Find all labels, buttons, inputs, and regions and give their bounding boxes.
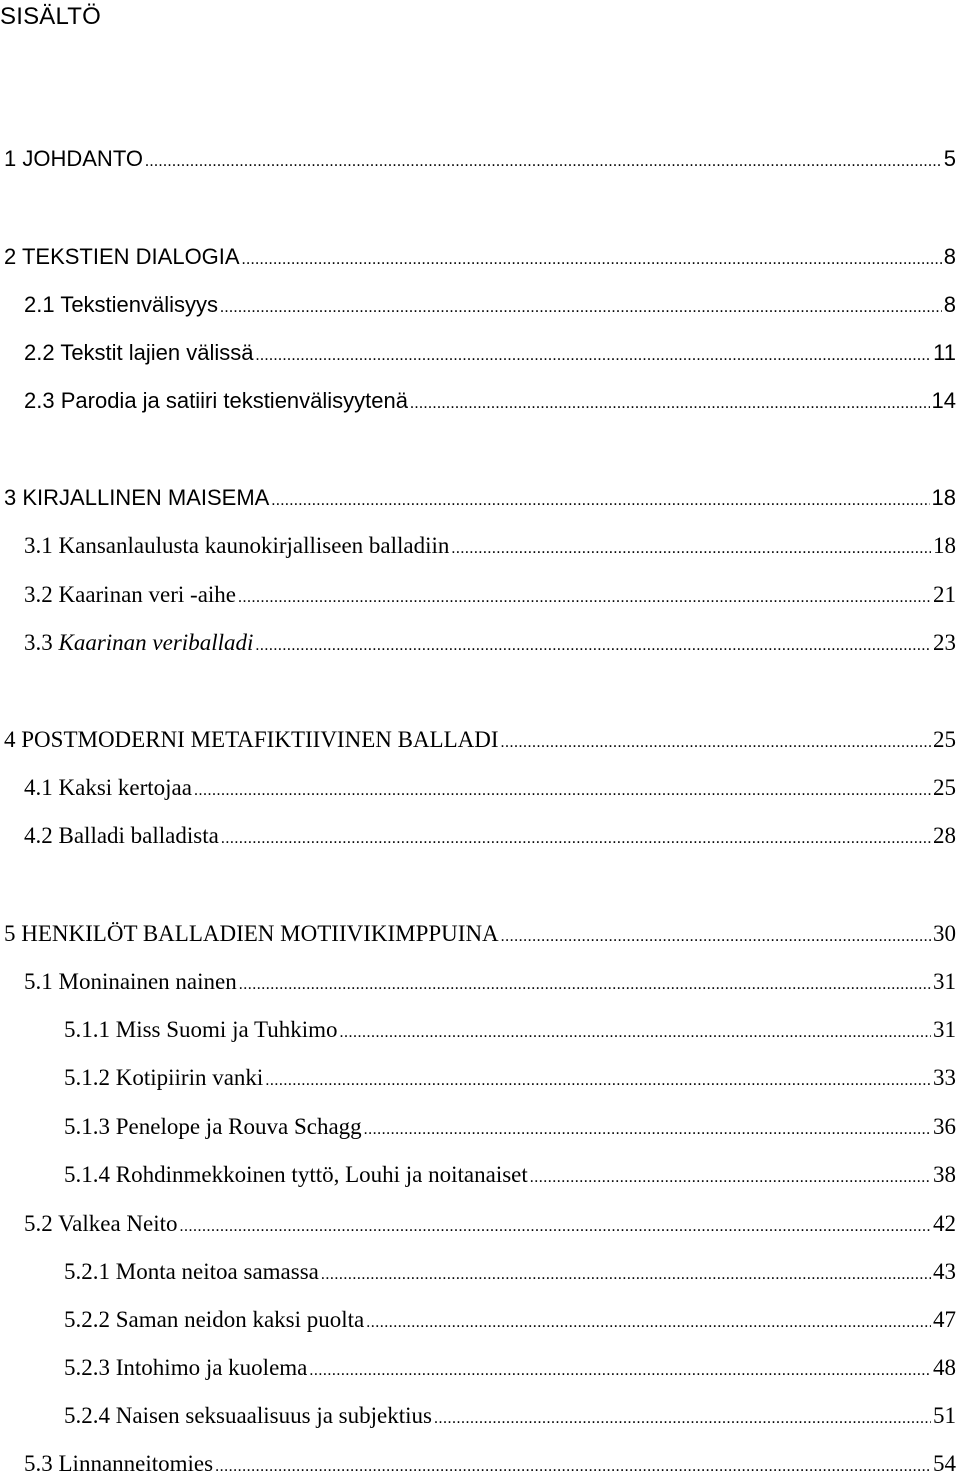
toc-entry-title: Kaarinan veri -aihe [58,582,237,607]
toc-entry-number: 3 [4,485,17,510]
toc-entry-title: Kaksi kertojaa [58,775,192,800]
toc-entry-5-2-4[interactable] [64,1401,956,1431]
toc-entry-1[interactable] [4,144,956,174]
dot-leader [238,583,931,613]
toc-entry-2[interactable] [4,242,956,272]
toc-entry-title: KIRJALLINEN MAISEMA [22,485,270,510]
toc-entry-number: 2.1 [24,292,55,317]
toc-entry-number: 4.2 [24,823,53,848]
toc-entry-page: 51 [933,1403,956,1428]
toc-entry-3[interactable] [4,483,956,513]
toc-entry-page: 21 [933,582,956,607]
toc-entry-page: 36 [933,1114,956,1139]
toc-entry-5-1-4[interactable] [64,1160,956,1190]
dot-leader [239,970,931,1000]
toc-entry-2-1[interactable] [24,290,956,320]
toc-entry-page: 28 [933,823,956,848]
toc-entry-page: 23 [933,630,956,655]
toc-entry-5[interactable] [4,919,956,949]
dot-leader [309,1356,931,1386]
toc-entry-title: Rohdinmekkoinen tyttö, Louhi ja noitanaiset [115,1162,528,1187]
dot-leader [451,534,931,564]
page-title: SISÄLTÖ [0,3,101,30]
toc-entry-number: 5.3 [24,1451,53,1476]
toc-entry-2-3[interactable] [24,386,956,416]
toc-entry-number: 4.1 [24,775,53,800]
toc-entry-title: Kansanlaulusta kaunokirjalliseen balladiin [58,533,450,558]
toc-entry-title: Naisen seksuaalisuus ja subjektius [115,1403,432,1428]
toc-entry-3-2[interactable] [24,580,956,610]
dot-leader [255,631,931,661]
dot-leader [194,776,931,806]
toc-entry-page: 54 [933,1451,956,1476]
dot-leader [501,922,931,952]
toc-entry-page: 25 [933,775,956,800]
toc-entry-number: 1 [4,146,17,171]
toc-entry-3-3[interactable] [24,628,956,658]
toc-entry-title: Tekstienvälisyys [60,292,219,317]
toc-entry-title: Valkea Neito [58,1211,178,1236]
toc-entry-page: 11 [933,340,956,365]
toc-entry-number: 2.3 [24,388,55,413]
toc-entry-number: 3.3 [24,630,53,655]
toc-entry-4[interactable] [4,725,956,755]
toc-entry-title: Penelope ja Rouva Schagg [115,1114,362,1139]
toc-entry-page: 42 [933,1211,956,1236]
dot-leader [321,1260,931,1290]
toc-entry-title: Kaarinan veriballadi [58,630,254,655]
toc-entry-number: 2.2 [24,340,55,365]
toc-entry-number: 5.1.1 [64,1017,110,1042]
toc-entry-title: Saman neidon kaksi puolta [115,1307,365,1332]
toc-entry-page: 38 [933,1162,956,1187]
toc-entry-number: 5.2.3 [64,1355,110,1380]
toc-entry-number: 3.2 [24,582,53,607]
toc-entry-title: Kotipiirin vanki [115,1065,264,1090]
toc-entry-page: 18 [933,533,956,558]
toc-entry-5-1-2[interactable] [64,1063,956,1093]
dot-leader [180,1212,931,1242]
toc-entry-5-2-3[interactable] [64,1353,956,1383]
toc-entry-title: TEKSTIEN DIALOGIA [21,244,240,269]
toc-entry-5-2-2[interactable] [64,1305,956,1335]
toc-entry-title: Tekstit lajien välissä [60,340,254,365]
toc-entry-number: 5.1 [24,969,53,994]
dot-leader [256,341,932,371]
toc-entry-title: Balladi balladista [58,823,219,848]
dot-leader [265,1066,931,1096]
dot-leader [434,1404,931,1434]
toc-entry-page: 5 [943,146,956,171]
toc-entry-number: 5.2 [24,1211,53,1236]
toc-entry-number: 5.1.2 [64,1065,110,1090]
toc-entry-number: 3.1 [24,533,53,558]
toc-entry-title: Intohimo ja kuolema [115,1355,308,1380]
toc-entry-4-1[interactable] [24,773,956,803]
toc-entry-title: Monta neitoa samassa [115,1259,319,1284]
dot-leader [501,728,931,758]
toc-entry-page: 33 [933,1065,956,1090]
toc-entry-5-3[interactable] [24,1449,956,1479]
toc-entry-title: Linnanneitomies [58,1451,214,1476]
toc-entry-5-2-1[interactable] [64,1257,956,1287]
toc-entry-number: 5.2.1 [64,1259,110,1284]
toc-entry-title: Moninainen nainen [58,969,237,994]
dot-leader [410,389,930,419]
dot-leader [340,1018,931,1048]
toc-entry-page: 25 [933,727,956,752]
toc-entry-page: 48 [933,1355,956,1380]
toc-entry-title: POSTMODERNI METAFIKTIIVINEN BALLADI [21,727,499,752]
toc-entry-page: 31 [933,1017,956,1042]
toc-entry-number: 5 [4,921,16,946]
toc-entry-5-1-1[interactable] [64,1015,956,1045]
toc-entry-number: 2 [4,244,17,269]
toc-entry-5-2[interactable] [24,1209,956,1239]
toc-entry-page: 47 [933,1307,956,1332]
toc-entry-2-2[interactable] [24,338,956,368]
toc-entry-5-1-3[interactable] [64,1112,956,1142]
toc-entry-title: Parodia ja satiiri tekstienvälisyytenä [60,388,408,413]
dot-leader [221,824,931,854]
toc-entry-page: 18 [931,485,956,510]
toc-entry-title: HENKILÖT BALLADIEN MOTIIVIKIMPPUINA [21,921,499,946]
toc-entry-number: 5.1.3 [64,1114,110,1139]
toc-entry-page: 14 [931,388,956,413]
toc-entry-number: 4 [4,727,16,752]
toc-entry-page: 8 [943,244,956,269]
toc-entry-page: 8 [943,292,956,317]
toc-entry-number: 5.1.4 [64,1162,110,1187]
dot-leader [242,245,942,275]
toc-entry-5-1[interactable] [24,967,956,997]
toc-entry-page: 30 [933,921,956,946]
dot-leader [364,1115,931,1145]
toc-entry-title: JOHDANTO [22,146,143,171]
dot-leader [271,486,929,516]
toc-entry-number: 5.2.4 [64,1403,110,1428]
toc-entry-number: 5.2.2 [64,1307,110,1332]
dot-leader [145,147,942,177]
dot-leader [366,1308,931,1338]
toc-entry-4-2[interactable] [24,821,956,851]
dot-leader [215,1452,931,1482]
toc-entry-page: 43 [933,1259,956,1284]
toc-entry-page: 31 [933,969,956,994]
toc-entry-title: Miss Suomi ja Tuhkimo [115,1017,338,1042]
dot-leader [530,1163,931,1193]
dot-leader [220,293,942,323]
toc-entry-3-1[interactable] [24,531,956,561]
